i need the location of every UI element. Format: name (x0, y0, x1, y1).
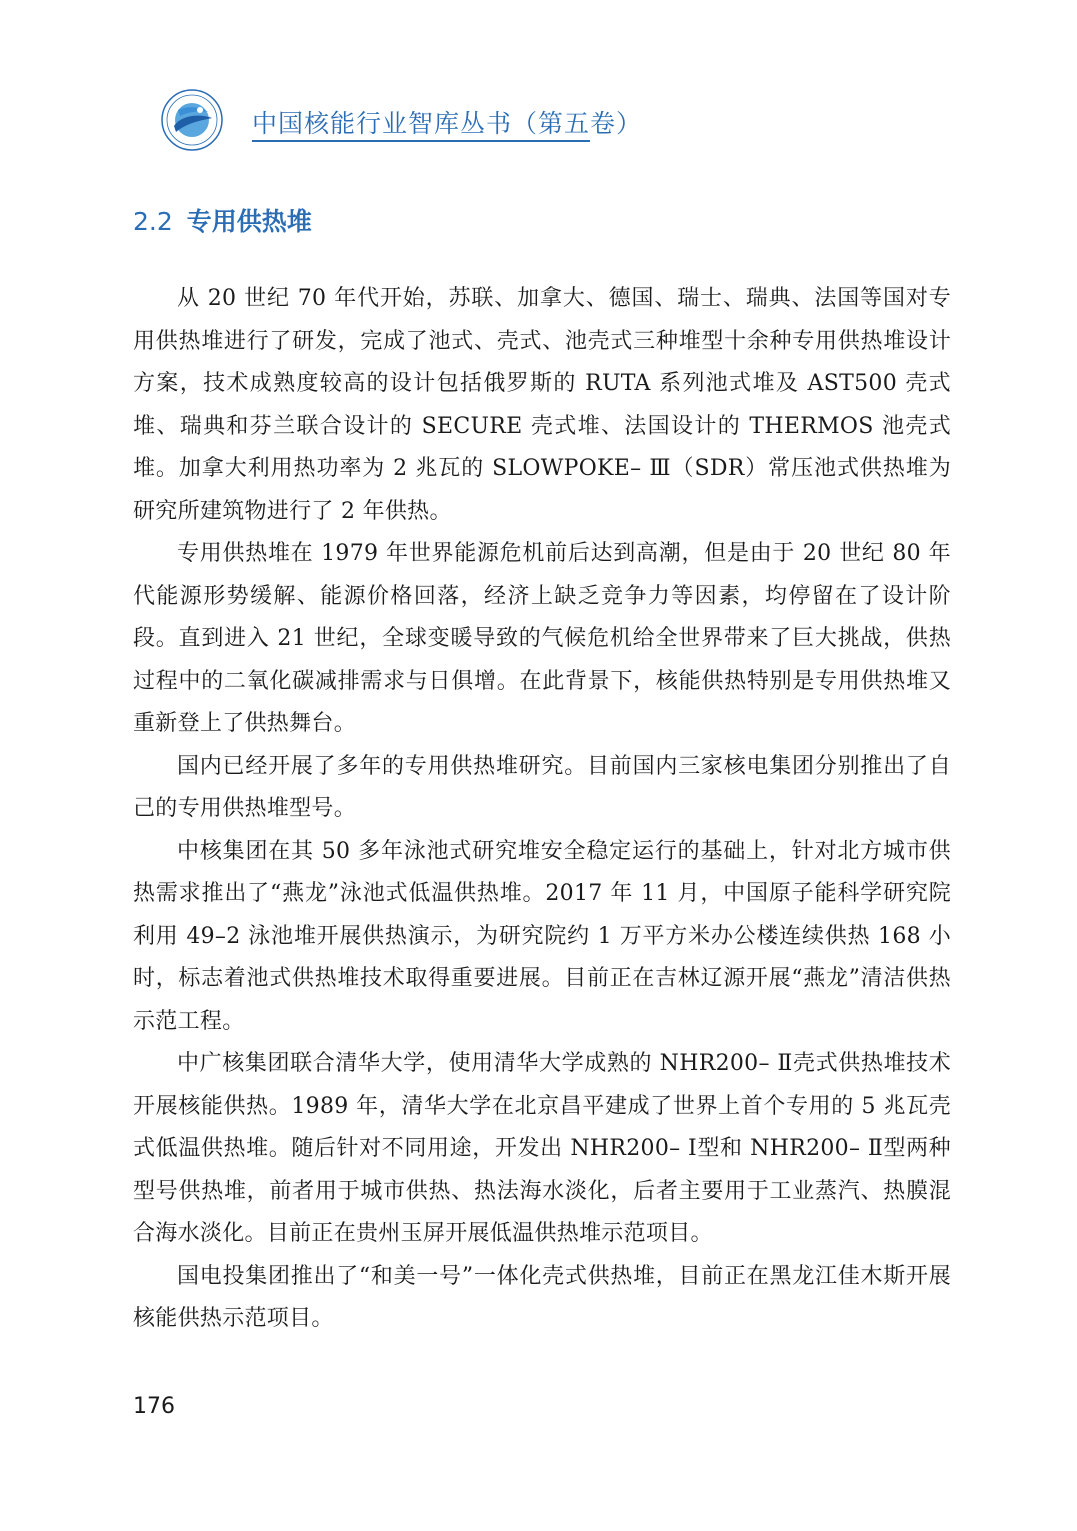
paragraph: 国内已经开展了多年的专用供热堆研究。目前国内三家核电集团分别推出了自己的专用供热堆型号。 (133, 753, 951, 821)
paragraph: 中广核集团联合清华大学，使用清华大学成熟的 NHR200– Ⅱ壳式供热堆技术开展核能供热。1989 年，清华大学在北京昌平建成了世界上首个专用的 5 兆瓦壳式低温供热堆。随后针对不同用途，开发出 NHR200– Ⅰ型和 NHR200– Ⅱ型两种型号供热堆，前者用于城市供热、热法海水淡化，后者主要用于工业蒸汽、热膜混合海水淡化。目前正在贵州玉屏开展低温供热堆示范项目。 (133, 1051, 951, 1246)
paragraph: 专用供热堆在 1979 年世界能源危机前后达到高潮，但是由于 20 世纪 80 年代能源形势缓解、能源价格回落，经济上缺乏竞争力等因素，均停留在了设计阶段。直到进入 21 世纪，全球变暖导致的气候危机给全世界带来了巨大挑战，供热过程中的二氧化碳减排需求与日俱增。在此背景下，核能供热特别是专用供热堆又重新登上了供热舞台。 (133, 541, 951, 736)
running-header (160, 88, 643, 158)
paragraph: 中核集团在其 50 多年泳池式研究堆安全稳定运行的基础上，针对北方城市供热需求推出了“燕龙”泳池式低温供热堆。2017 年 11 月，中国原子能科学研究院利用 49–2 泳池堆开展供热演示，为研究院约 1 万平方米办公楼连续供热 168 小时，标志着池式供热堆技术取得重要进展。目前正在吉林辽源开展“燕龙”清洁供热示范工程。 (133, 838, 951, 1034)
paragraph: 国电投集团推出了“和美一号”一体化壳式供热堆，目前正在黑龙江佳木斯开展核能供热示范项目。 (133, 1263, 951, 1331)
section-title: 专用供热堆 (186, 207, 312, 236)
association-logo-icon (160, 88, 224, 152)
paragraph: 从 20 世纪 70 年代开始，苏联、加拿大、德国、瑞士、瑞典、法国等国对专用供热堆进行了研发，完成了池式、壳式、池壳式三种堆型十余种专用供热堆设计方案，技术成熟度较高的设计包括俄罗斯的 RUTA 系列池式堆及 AST500 壳式堆、瑞典和芬兰联合设计的 SECURE 壳式堆、法国设计的 THERMOS 池壳式堆。加拿大利用热功率为 2 兆瓦的 SLOWPOKE– Ⅲ（SDR）常压池式供热堆为研究所建筑物进行了 2 年供热。 (133, 286, 951, 524)
page-number: 176 (133, 1394, 175, 1419)
header-divider (252, 140, 590, 142)
body-text (133, 278, 951, 1341)
series-title: 中国核能行业智库丛书（第五卷） (252, 109, 643, 138)
section-heading (133, 202, 312, 238)
section-number: 2.2 (133, 207, 173, 236)
